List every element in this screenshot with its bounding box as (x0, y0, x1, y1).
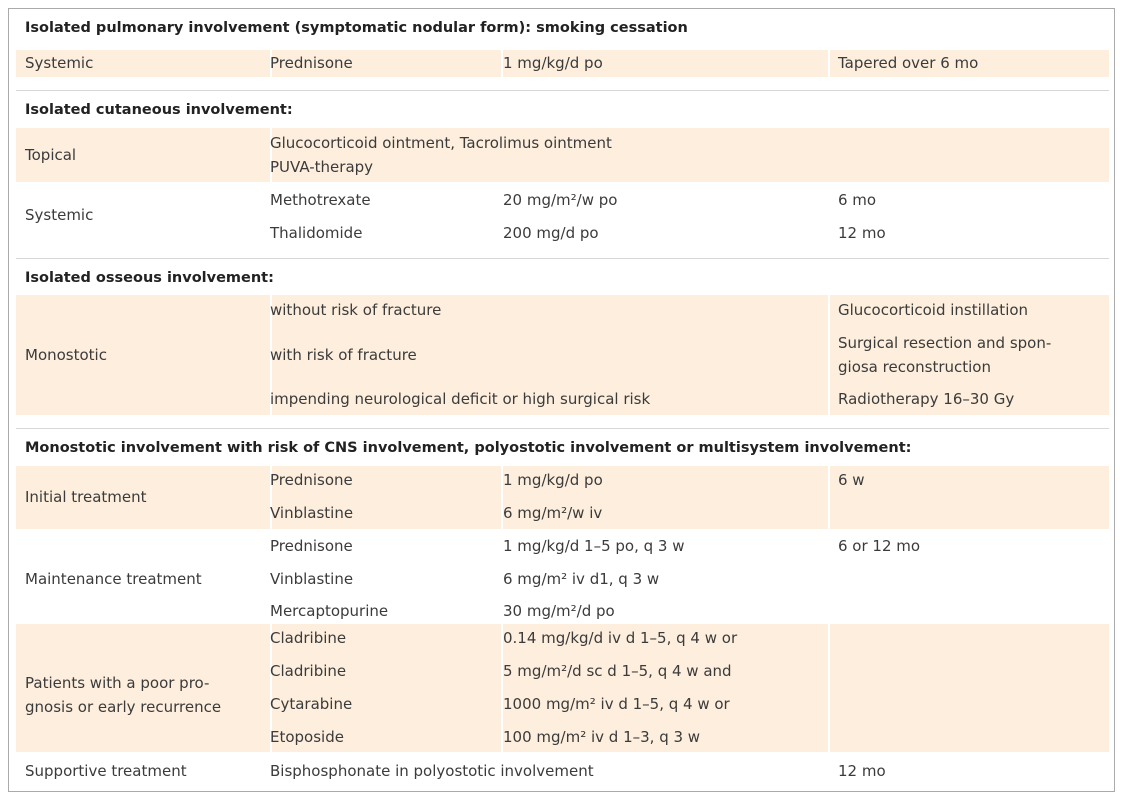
condition-cell: with risk of fracture (270, 346, 417, 364)
drug-cell: Methotrexate (270, 191, 371, 209)
condition-cell: impending neurological deficit or high surgical risk (270, 390, 651, 408)
dose-cell: 6 mg/m²/w iv (503, 504, 603, 522)
treatment-cell: Surgical resection and spon- (838, 334, 1052, 352)
duration-cell: 6 mo (838, 191, 877, 209)
duration-cell: Tapered over 6 mo (838, 54, 979, 72)
dose-cell: 200 mg/d po (503, 224, 599, 242)
dose-cell: 1 mg/kg/d po (503, 54, 603, 72)
drug-cell: Cladribine (270, 662, 347, 680)
drug-cell: Etoposide (270, 728, 344, 746)
dose-cell: 20 mg/m²/w po (503, 191, 618, 209)
section-heading: Isolated cutaneous involvement: (25, 102, 293, 118)
section-divider (16, 90, 1109, 91)
row-background (830, 466, 1109, 529)
dose-cell: 5 mg/m²/d sc d 1–5, q 4 w and (503, 662, 732, 680)
duration-cell: 6 w (838, 471, 865, 489)
drug-cell: Prednisone (270, 54, 353, 72)
drug-cell: Vinblastine (270, 504, 354, 522)
drug-cell: Prednisone (270, 537, 353, 555)
treatment-cell: Glucocorticoid instillation (838, 301, 1029, 319)
drug-cell: PUVA-therapy (270, 158, 374, 176)
category-cell: gnosis or early recurrence (25, 698, 222, 716)
treatment-cell: Radiotherapy 16–30 Gy (838, 390, 1015, 408)
duration-cell: 12 mo (838, 224, 886, 242)
section-heading: Isolated pulmonary involvement (symptomatic nodular form): smoking cessation (25, 20, 688, 36)
dose-cell: 0.14 mg/kg/d iv d 1–5, q 4 w or (503, 629, 738, 647)
category-cell: Initial treatment (25, 488, 147, 506)
section-divider (16, 428, 1109, 429)
section-divider (16, 258, 1109, 259)
row-background (830, 624, 1109, 752)
dose-cell: 1000 mg/m² iv d 1–5, q 4 w or (503, 695, 730, 713)
drug-cell: Cytarabine (270, 695, 353, 713)
duration-cell: 12 mo (838, 762, 886, 780)
drug-cell: Thalidomide (270, 224, 363, 242)
drug-cell: Vinblastine (270, 570, 354, 588)
drug-cell: Bisphosphonate in polyostotic involvement (270, 762, 594, 780)
category-cell: Supportive treatment (25, 762, 187, 780)
category-cell: Topical (25, 146, 77, 164)
condition-cell: without risk of fracture (270, 301, 442, 319)
category-cell: Monostotic (25, 346, 107, 364)
drug-cell: Mercaptopurine (270, 602, 389, 620)
treatment-cell: giosa reconstruction (838, 358, 991, 376)
category-cell: Patients with a poor pro- (25, 674, 210, 692)
dose-cell: 100 mg/m² iv d 1–3, q 3 w (503, 728, 701, 746)
dose-cell: 1 mg/kg/d po (503, 471, 603, 489)
dose-cell: 6 mg/m² iv d1, q 3 w (503, 570, 660, 588)
category-cell: Systemic (25, 54, 94, 72)
category-cell: Systemic (25, 206, 94, 224)
drug-cell: Prednisone (270, 471, 353, 489)
dose-cell: 1 mg/kg/d 1–5 po, q 3 w (503, 537, 685, 555)
duration-cell: 6 or 12 mo (838, 537, 921, 555)
drug-cell: Glucocorticoid ointment, Tacrolimus ointment (270, 134, 612, 152)
category-cell: Maintenance treatment (25, 570, 202, 588)
drug-cell: Cladribine (270, 629, 347, 647)
section-heading: Isolated osseous involvement: (25, 270, 274, 286)
section-heading: Monostotic involvement with risk of CNS involvement, polyostotic involvement or multisystem involvement: (25, 440, 912, 456)
dose-cell: 30 mg/m²/d po (503, 602, 615, 620)
